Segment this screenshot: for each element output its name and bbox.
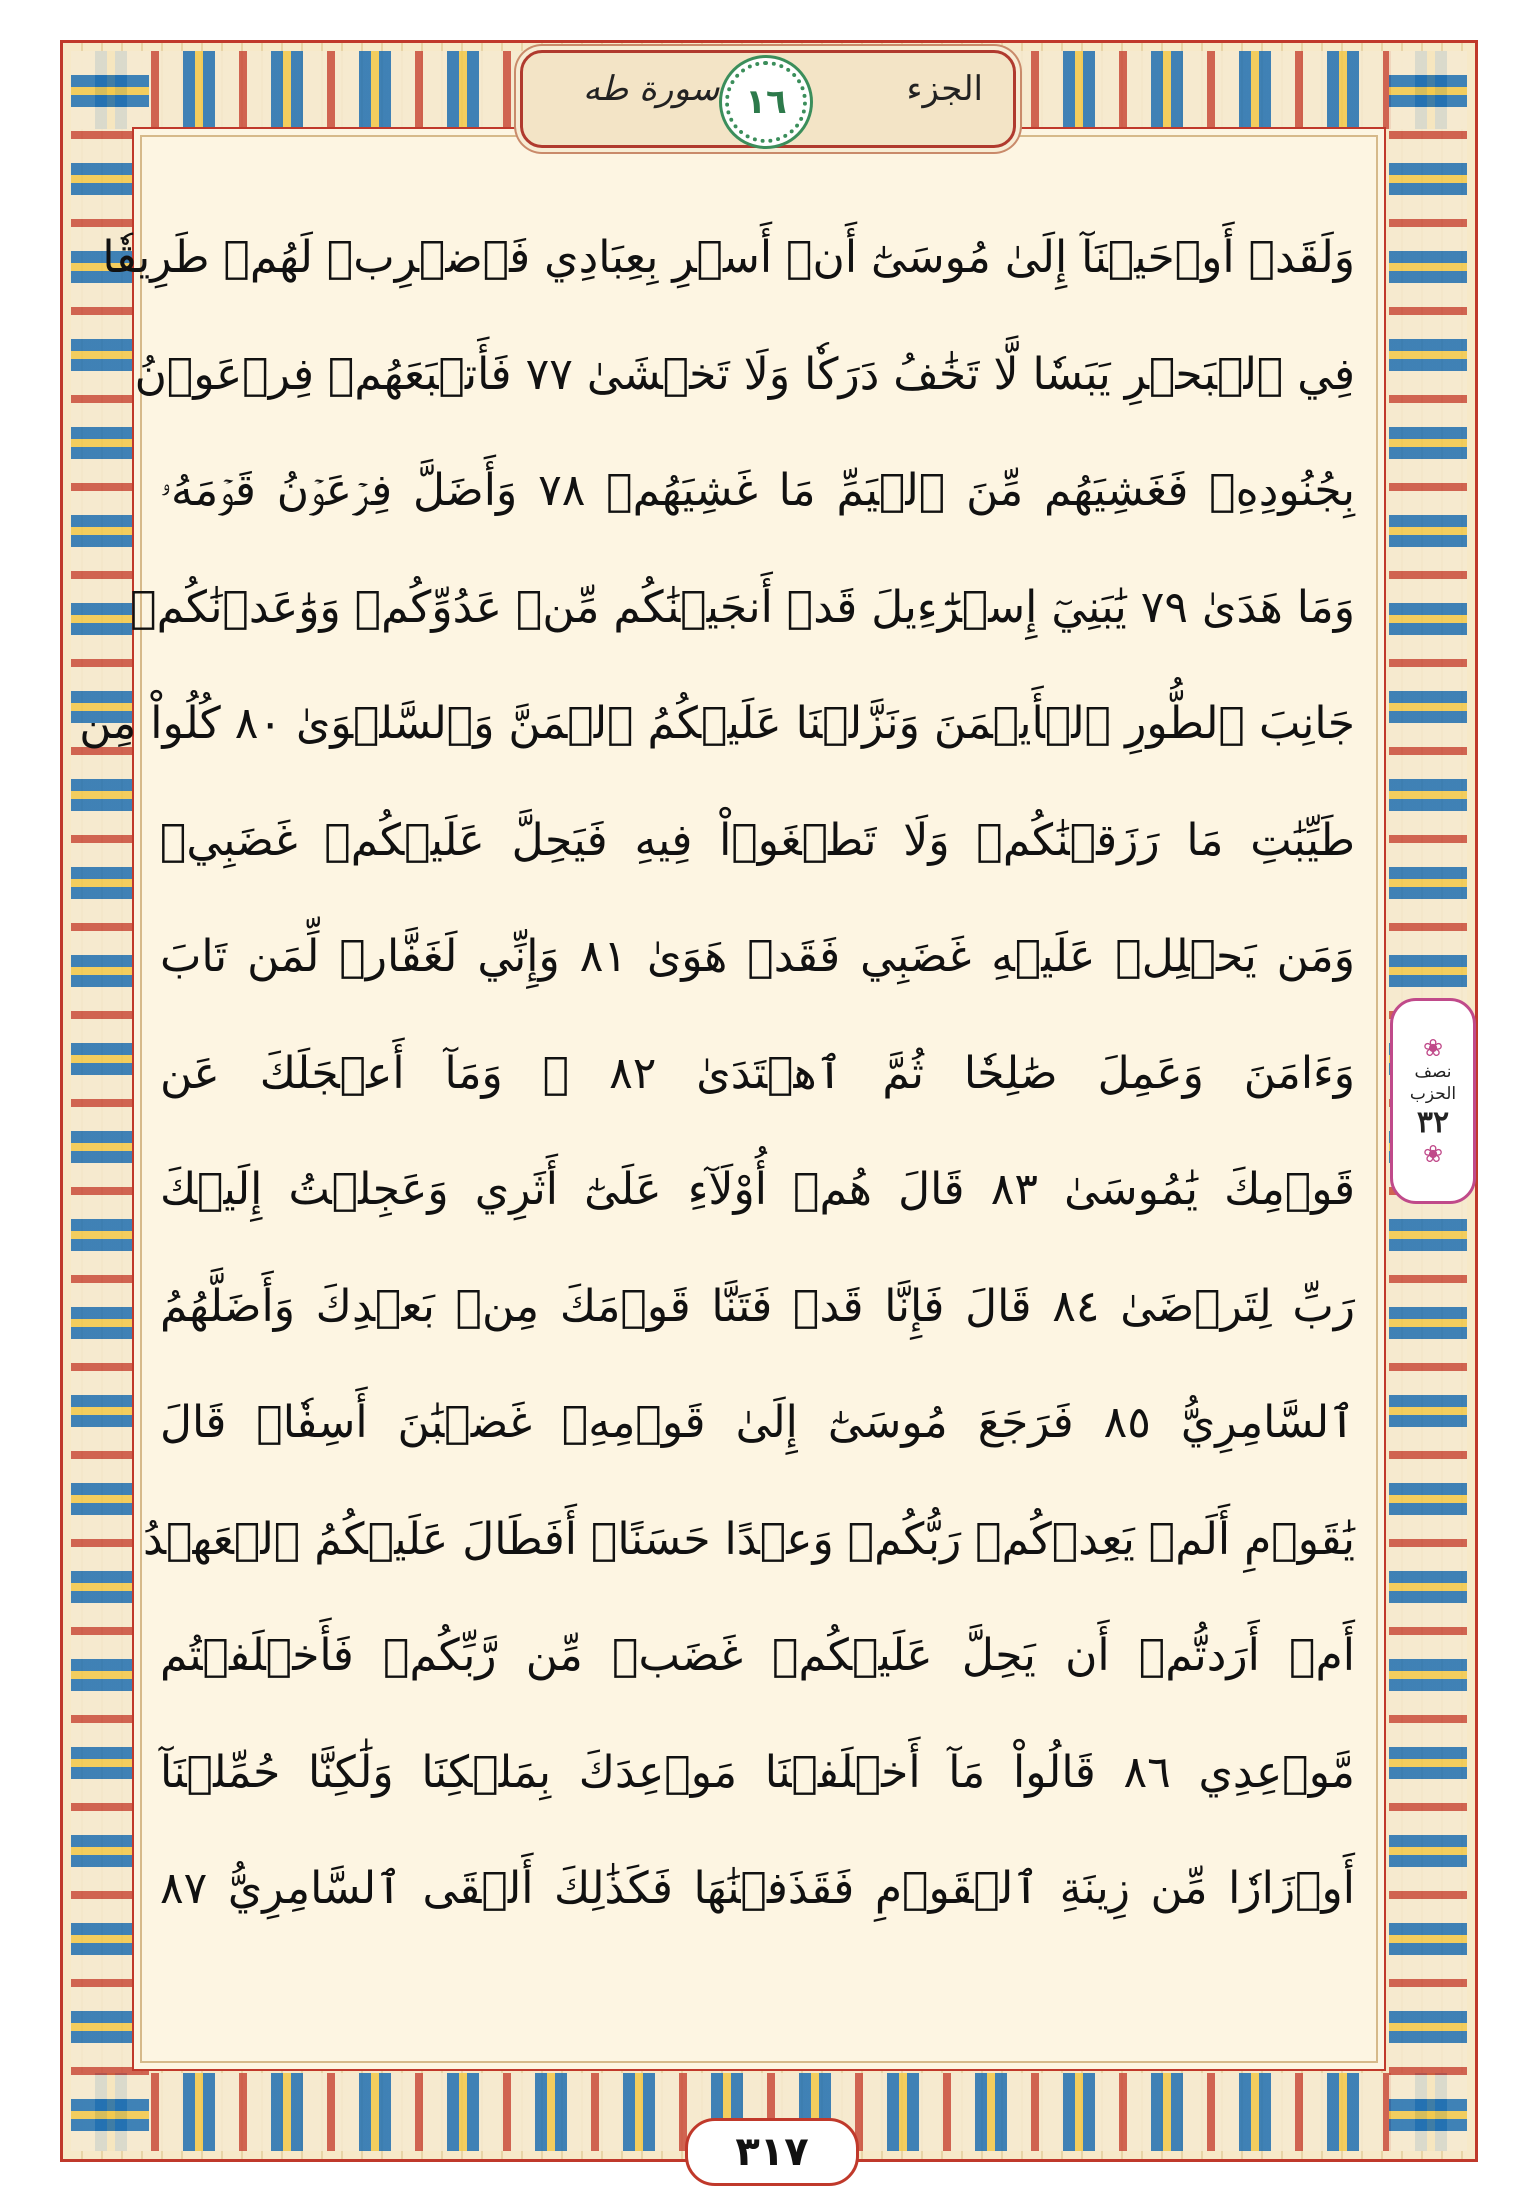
verse-line: رَبِّ لِتَرۡضَىٰ ٨٤ قَالَ فَإِنَّا قَدۡ فَتَنَّا قَوۡمَكَ مِنۢ بَعۡدِكَ وَأَضَلَّهُمُ <box>160 1280 1355 1332</box>
flower-ornament-icon: ❀ <box>1422 1140 1444 1168</box>
verse-line: وَمَن يَحۡلِلۡ عَلَيۡهِ غَضَبِي فَقَدۡ هَوَىٰ ٨١ وَإِنِّي لَغَفَّارٞ لِّمَن تَابَ <box>160 931 1355 982</box>
verse-line: وَءَامَنَ وَعَمِلَ صَٰلِحٗا ثُمَّ ٱهۡتَدَىٰ ٨٢ ۞ وَمَآ أَعۡجَلَكَ عَن <box>160 1047 1355 1099</box>
verse-line: وَمَا هَدَىٰ ٧٩ يَٰبَنِيٓ إِسۡرَٰٓءِيلَ قَدۡ أَنجَيۡنَٰكُم مِّنۡ عَدُوِّكُمۡ وَوَٰعَدۡنَٰكُمۡ <box>130 581 1355 633</box>
juz-label: الجزء <box>906 69 983 109</box>
verse-line: أَوۡزَارٗا مِّن زِينَةِ ٱلۡقَوۡمِ فَقَذَفۡنَٰهَا فَكَذَٰلِكَ أَلۡقَى ٱلسَّامِرِيُّ ٨٧ <box>160 1863 1355 1914</box>
flower-ornament-icon: ❀ <box>1422 1034 1444 1062</box>
verse-line: فِي ٱلۡبَحۡرِ يَبَسٗا لَّا تَخَٰفُ دَرَكٗا وَلَا تَخۡشَىٰ ٧٧ فَأَتۡبَعَهُمۡ فِرۡعَوۡنُ <box>134 348 1355 400</box>
verse-line: وَلَقَدۡ أَوۡحَيۡنَآ إِلَىٰ مُوسَىٰٓ أَنۡ أَسۡرِ بِعِبَادِي فَٱضۡرِبۡ لَهُمۡ طَرِيقٗا <box>102 232 1355 283</box>
verse-line: ٱلسَّامِرِيُّ ٨٥ فَرَجَعَ مُوسَىٰٓ إِلَىٰ قَوۡمِهِۦ غَضۡبَٰنَ أَسِفٗاۚ قَالَ <box>160 1397 1355 1448</box>
hizb-marker-label-bottom: الحزب <box>1409 1084 1457 1104</box>
surah-name: سورة طه <box>583 69 720 109</box>
page-header <box>520 50 1016 148</box>
hizb-number: ٣٢ <box>1416 1105 1450 1140</box>
verse-line: بِجُنُودِهِۦ فَغَشِيَهُم مِّنَ ٱلۡيَمِّ مَا غَشِيَهُمۡ ٧٨ وَأَضَلَّ فِرۡعَوۡنُ قَوۡمَهُۥ <box>160 465 1355 516</box>
hizb-marker <box>1390 998 1476 1204</box>
verse-line: مَّوۡعِدِي ٨٦ قَالُواْ مَآ أَخۡلَفۡنَا مَوۡعِدَكَ بِمَلۡكِنَا وَلَٰكِنَّا حُمِّلۡنَآ <box>160 1746 1355 1798</box>
verse-text-block <box>79 200 1356 1948</box>
page-number: ٣١٧ <box>685 2118 859 2186</box>
verse-line: أَمۡ أَرَدتُّمۡ أَن يَحِلَّ عَلَيۡكُمۡ غَضَبٞ مِّن رَّبِّكُمۡ فَأَخۡلَفۡتُم <box>160 1630 1355 1681</box>
hizb-marker-label-top: نصف <box>1414 1062 1452 1082</box>
juz-number-badge: ١٦ <box>725 61 807 143</box>
verse-line: طَيِّبَٰتِ مَا رَزَقۡنَٰكُمۡ وَلَا تَطۡغَوۡاْ فِيهِ فَيَحِلَّ عَلَيۡكُمۡ غَضَبِيۖ <box>160 814 1355 866</box>
verse-line: يَٰقَوۡمِ أَلَمۡ يَعِدۡكُمۡ رَبُّكُمۡ وَعۡدًا حَسَنًاۚ أَفَطَالَ عَلَيۡكُمُ ٱلۡعَهۡدُ <box>143 1513 1355 1565</box>
verse-line: جَانِبَ ٱلطُّورِ ٱلۡأَيۡمَنَ وَنَزَّلۡنَا عَلَيۡكُمُ ٱلۡمَنَّ وَٱلسَّلۡوَىٰ ٨٠ كُلُواْ مِن <box>79 698 1355 749</box>
verse-line: قَوۡمِكَ يَٰمُوسَىٰ ٨٣ قَالَ هُمۡ أُوْلَآءِ عَلَىٰٓ أَثَرِي وَعَجِلۡتُ إِلَيۡكَ <box>160 1164 1356 1215</box>
